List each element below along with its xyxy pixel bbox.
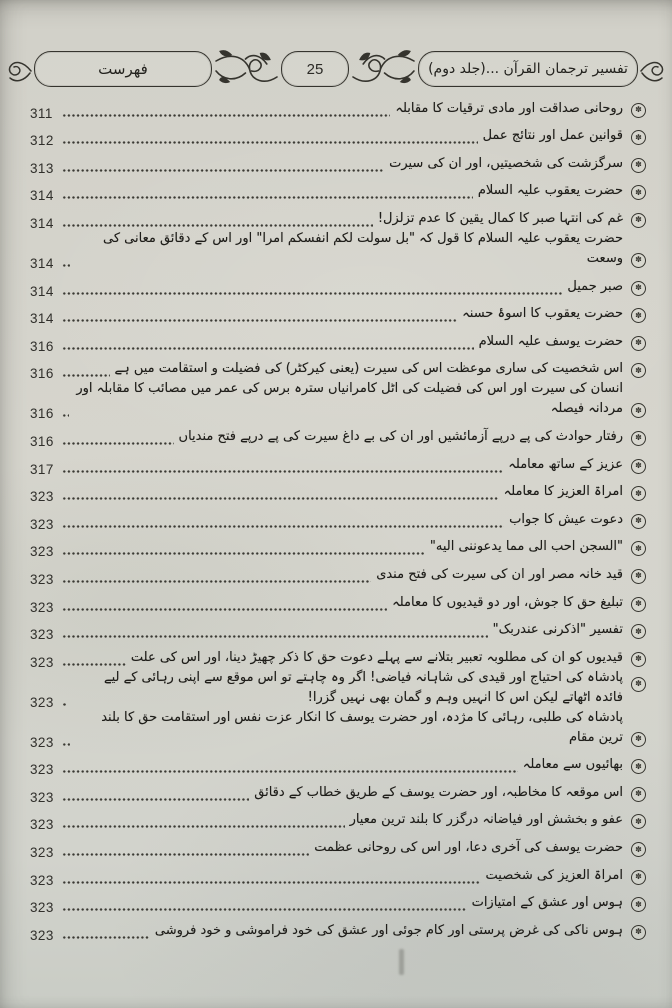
- flower-bullet-icon: ✽: [631, 431, 646, 446]
- toc-entry-title: اس موقعہ کا مخاطبہ، اور حضرت یوسف کے طریق خطاب کے دقائق: [254, 784, 623, 800]
- toc-entry-title: ہوس ناکی کی غرض پرستی اور کام جوئی اور عشق کی خود فراموشی و خود فروشی: [154, 922, 623, 938]
- flower-bullet-icon: ✽: [631, 759, 646, 774]
- dotted-leader: [62, 743, 70, 746]
- toc-entry-page: 314: [30, 283, 54, 299]
- dotted-leader: [62, 114, 390, 117]
- flower-bullet-icon: ✽: [631, 308, 646, 323]
- toc-entry-title: قوانین عمل اور نتائج عمل: [482, 128, 623, 144]
- toc-entry-page: 323: [30, 599, 54, 615]
- book-title-cartouche: [418, 51, 638, 87]
- dotted-leader: [62, 442, 174, 445]
- toc-entry-title: حضرت یوسف علیہ السلام: [478, 333, 623, 349]
- flower-bullet-icon: ✽: [631, 842, 646, 857]
- toc-entry: [30, 862, 646, 890]
- dotted-leader: [62, 936, 150, 939]
- dotted-leader: [62, 703, 67, 706]
- flower-bullet-icon: ✽: [631, 281, 646, 296]
- vine-ornament-icon: [351, 47, 416, 91]
- vine-ornament-icon: [214, 47, 279, 91]
- toc-entry-page: 323: [30, 571, 54, 587]
- dotted-leader: [62, 414, 69, 417]
- dotted-leader: [62, 319, 457, 322]
- flower-bullet-icon: ✽: [631, 814, 646, 829]
- dotted-leader: [62, 264, 70, 267]
- toc-entry-title: قیدیوں کو ان کی مطلوبہ تعبیر بتلانے سے پہلے دعوت حق کا ذکر چھیڑ دینا، اور اس کی علت: [130, 649, 623, 665]
- flower-bullet-icon: ✽: [631, 870, 646, 885]
- toc-entry: [30, 95, 646, 123]
- flower-bullet-icon: ✽: [631, 514, 646, 529]
- flower-bullet-icon: ✽: [631, 897, 646, 912]
- toc-entry: [30, 617, 646, 645]
- toc-list: [30, 95, 646, 945]
- toc-entry: [30, 328, 646, 356]
- dotted-leader: [62, 470, 503, 473]
- toc-entry: [30, 834, 646, 862]
- dotted-leader: [62, 825, 345, 828]
- toc-entry-title: غم کی انتہا صبر کا کمال یقین کا عدم تزلزل!: [377, 210, 623, 226]
- toc-entry: [30, 709, 646, 752]
- dotted-leader: [62, 347, 474, 350]
- dotted-leader: [62, 374, 110, 377]
- toc-entry: [30, 506, 646, 534]
- toc-entry-title: "السجن احب الی مما یدعوننی الیه": [429, 539, 623, 555]
- flower-bullet-icon: ✽: [631, 787, 646, 802]
- toc-entry: [30, 178, 646, 206]
- toc-entry: [30, 890, 646, 918]
- dotted-leader: [62, 169, 384, 172]
- toc-entry-title: حضرت یعقوب علیہ السلام: [477, 183, 623, 199]
- toc-entry-page: 316: [30, 433, 54, 449]
- toc-entry-page: 323: [30, 544, 54, 560]
- toc-entry-title: انسان کی سیرت اور اس کی فضیلت کی اٹل کامرانیاں سترہ برس کی عمر میں مصائب کا مقابلہ اور مردانہ فیصلہ: [76, 381, 623, 417]
- flower-bullet-icon: ✽: [631, 597, 646, 612]
- flower-bullet-icon: ✽: [631, 732, 646, 747]
- toc-entry: [30, 230, 646, 273]
- toc-entry-page: 323: [30, 694, 54, 710]
- toc-entry-page: 323: [30, 654, 54, 670]
- toc-entry: [30, 807, 646, 835]
- toc-entry: [30, 423, 646, 451]
- toc-entry-title: عفو و بخشش اور فیاضانہ درگزر کا بلند ترین معیار: [349, 812, 623, 828]
- toc-entry-page: 323: [30, 489, 54, 505]
- toc-entry-title: بھائیوں سے معاملہ: [522, 757, 623, 773]
- toc-entry: [30, 589, 646, 617]
- flower-bullet-icon: ✽: [631, 541, 646, 556]
- flower-bullet-icon: ✽: [631, 363, 646, 378]
- toc-entry-page: 314: [30, 311, 54, 327]
- flower-bullet-icon: ✽: [631, 130, 646, 145]
- dotted-leader: [62, 663, 126, 666]
- toc-entry-title: حضرت یعقوب کا اسوۂ حسنہ: [462, 306, 623, 322]
- toc-entry-page: 323: [30, 845, 54, 861]
- dotted-leader: [62, 580, 371, 583]
- toc-entry-title: صبر جمیل: [567, 278, 623, 294]
- toc-entry-title: تفسیر "اذکرنی عندربک": [492, 622, 623, 638]
- toc-entry-page: 323: [30, 817, 54, 833]
- dotted-leader: [62, 196, 473, 199]
- toc-entry-page: 323: [30, 789, 54, 805]
- toc-entry: [30, 534, 646, 562]
- flower-bullet-icon: ✽: [631, 925, 646, 940]
- toc-entry-page: 316: [30, 366, 54, 382]
- toc-entry-page: 316: [30, 338, 54, 354]
- toc-entry: [30, 383, 646, 423]
- toc-entry-page: 312: [30, 133, 54, 149]
- dotted-leader: [62, 770, 518, 773]
- toc-entry-page: 314: [30, 255, 54, 271]
- toc-entry-page: 323: [30, 872, 54, 888]
- toc-entry-title: عزیز کے ساتھ معاملہ: [508, 456, 623, 472]
- dotted-leader: [62, 853, 309, 856]
- toc-entry: [30, 451, 646, 479]
- dotted-leader: [62, 881, 481, 884]
- toc-entry-page: 323: [30, 927, 54, 943]
- toc-entry: [30, 779, 646, 807]
- toc-entry: [30, 561, 646, 589]
- toc-entry-title: امراۃ العزیز کا معاملہ: [503, 484, 623, 500]
- dotted-leader: [62, 525, 504, 528]
- toc-entry-title: سرگزشت کی شخصیتیں، اور ان کی سیرت: [389, 155, 623, 171]
- flower-bullet-icon: ✽: [631, 253, 646, 268]
- toc-entry: [30, 917, 646, 945]
- ink-smudge: [399, 949, 404, 975]
- flower-bullet-icon: ✽: [631, 213, 646, 228]
- toc-entry-page: 323: [30, 516, 54, 532]
- toc-entry-title: دعوت عیش کا جواب: [509, 511, 623, 527]
- dotted-leader: [62, 497, 499, 500]
- dotted-leader: [62, 608, 387, 611]
- toc-entry: [30, 301, 646, 329]
- toc-entry-page: 311: [30, 105, 53, 121]
- flower-bullet-icon: ✽: [631, 336, 646, 351]
- toc-entry: [30, 150, 646, 178]
- page-number: 25: [306, 60, 324, 78]
- toc-entry-title: ہوس اور عشق کے امتیازات: [471, 895, 623, 911]
- flower-bullet-icon: ✽: [631, 486, 646, 501]
- toc-entry-title: امراۃ العزیز کی شخصیت: [485, 867, 623, 883]
- flower-bullet-icon: ✽: [631, 459, 646, 474]
- left-end-curl-icon: [8, 51, 32, 87]
- flower-bullet-icon: ✽: [631, 185, 646, 200]
- toc-entry-page: 323: [30, 762, 54, 778]
- section-title: فهرست: [98, 60, 148, 78]
- flower-bullet-icon: ✽: [631, 677, 646, 692]
- toc-entry-title: پادشاہ کی طلبی، رہائی کا مژدہ، اور حضرت یوسف کا انکار عزت نفس اور استقامت حق کا بلند ترین مقام: [101, 709, 623, 745]
- toc-entry: [30, 479, 646, 507]
- toc-entry-page: 314: [30, 188, 54, 204]
- page-number-cartouche: [281, 51, 349, 87]
- flower-bullet-icon: ✽: [631, 652, 646, 667]
- right-end-curl-icon: [640, 51, 664, 87]
- toc-entry-title: حضرت یعقوب علیہ السلام کا قول کہ "بل سولت لکم انفسکم امرا" اور اس کے دقائق معانی کی وسعت: [103, 230, 623, 266]
- toc-entry-page: 323: [30, 627, 54, 643]
- dotted-leader: [62, 552, 425, 555]
- toc-entry-page: 323: [30, 900, 54, 916]
- toc-entry-title: پادشاہ کی احتیاج اور قیدی کی شاہانہ فیاضی! اگر وہ چاہتے تو اس موقع سے اپنی رہائی کے لیے فائدہ اٹھاتے لیکن اس کا انہیں وہم و گمان بھی نہیں گزرا!: [103, 669, 623, 705]
- flower-bullet-icon: ✽: [631, 158, 646, 173]
- toc-entry: [30, 752, 646, 780]
- toc-entry-page: 313: [30, 160, 54, 176]
- dotted-leader: [62, 635, 488, 638]
- dotted-leader: [62, 798, 249, 801]
- toc-entry-title: اس شخصیت کی ساری موعظت اس کی سیرت (یعنی کیرکٹر) کی فضیلت و استقامت میں ہے: [114, 361, 623, 377]
- toc-entry-title: روحانی صداقت اور مادی ترقیات کا مقابلہ: [395, 100, 623, 116]
- toc-entry: [30, 273, 646, 301]
- header-ornament-band: [8, 44, 664, 94]
- toc-entry-title: قید خانہ مصر اور ان کی سیرت کی فتح مندی: [376, 566, 623, 582]
- dotted-leader: [62, 224, 373, 227]
- dotted-leader: [62, 908, 467, 911]
- flower-bullet-icon: ✽: [631, 569, 646, 584]
- flower-bullet-icon: ✽: [631, 624, 646, 639]
- toc-entry-title: رفتار حوادث کی پے درپے آزمائشیں اور ان کی بے داغ سیرت کی پے درپے فتح مندیاں: [178, 428, 623, 444]
- toc-entry-title: حضرت یوسف کی آخری دعا، اور اس کی روحانی عظمت: [314, 840, 623, 856]
- toc-entry-page: 323: [30, 734, 54, 750]
- toc-entry-page: 314: [30, 215, 54, 231]
- toc-entry-page: 317: [30, 461, 54, 477]
- toc-entry: [30, 123, 646, 151]
- toc-entry: [30, 669, 646, 712]
- dotted-leader: [62, 141, 478, 144]
- flower-bullet-icon: ✽: [631, 403, 646, 418]
- section-title-cartouche: [34, 51, 212, 87]
- toc-entry-page: 316: [30, 406, 54, 422]
- flower-bullet-icon: ✽: [631, 103, 646, 118]
- toc-entry-title: تبلیغ حق کا جوش، اور دو قیدیوں کا معاملہ: [392, 594, 623, 610]
- dotted-leader: [62, 292, 562, 295]
- book-title: تفسير ترجمان القرآن ...(جلد دوم): [428, 61, 628, 77]
